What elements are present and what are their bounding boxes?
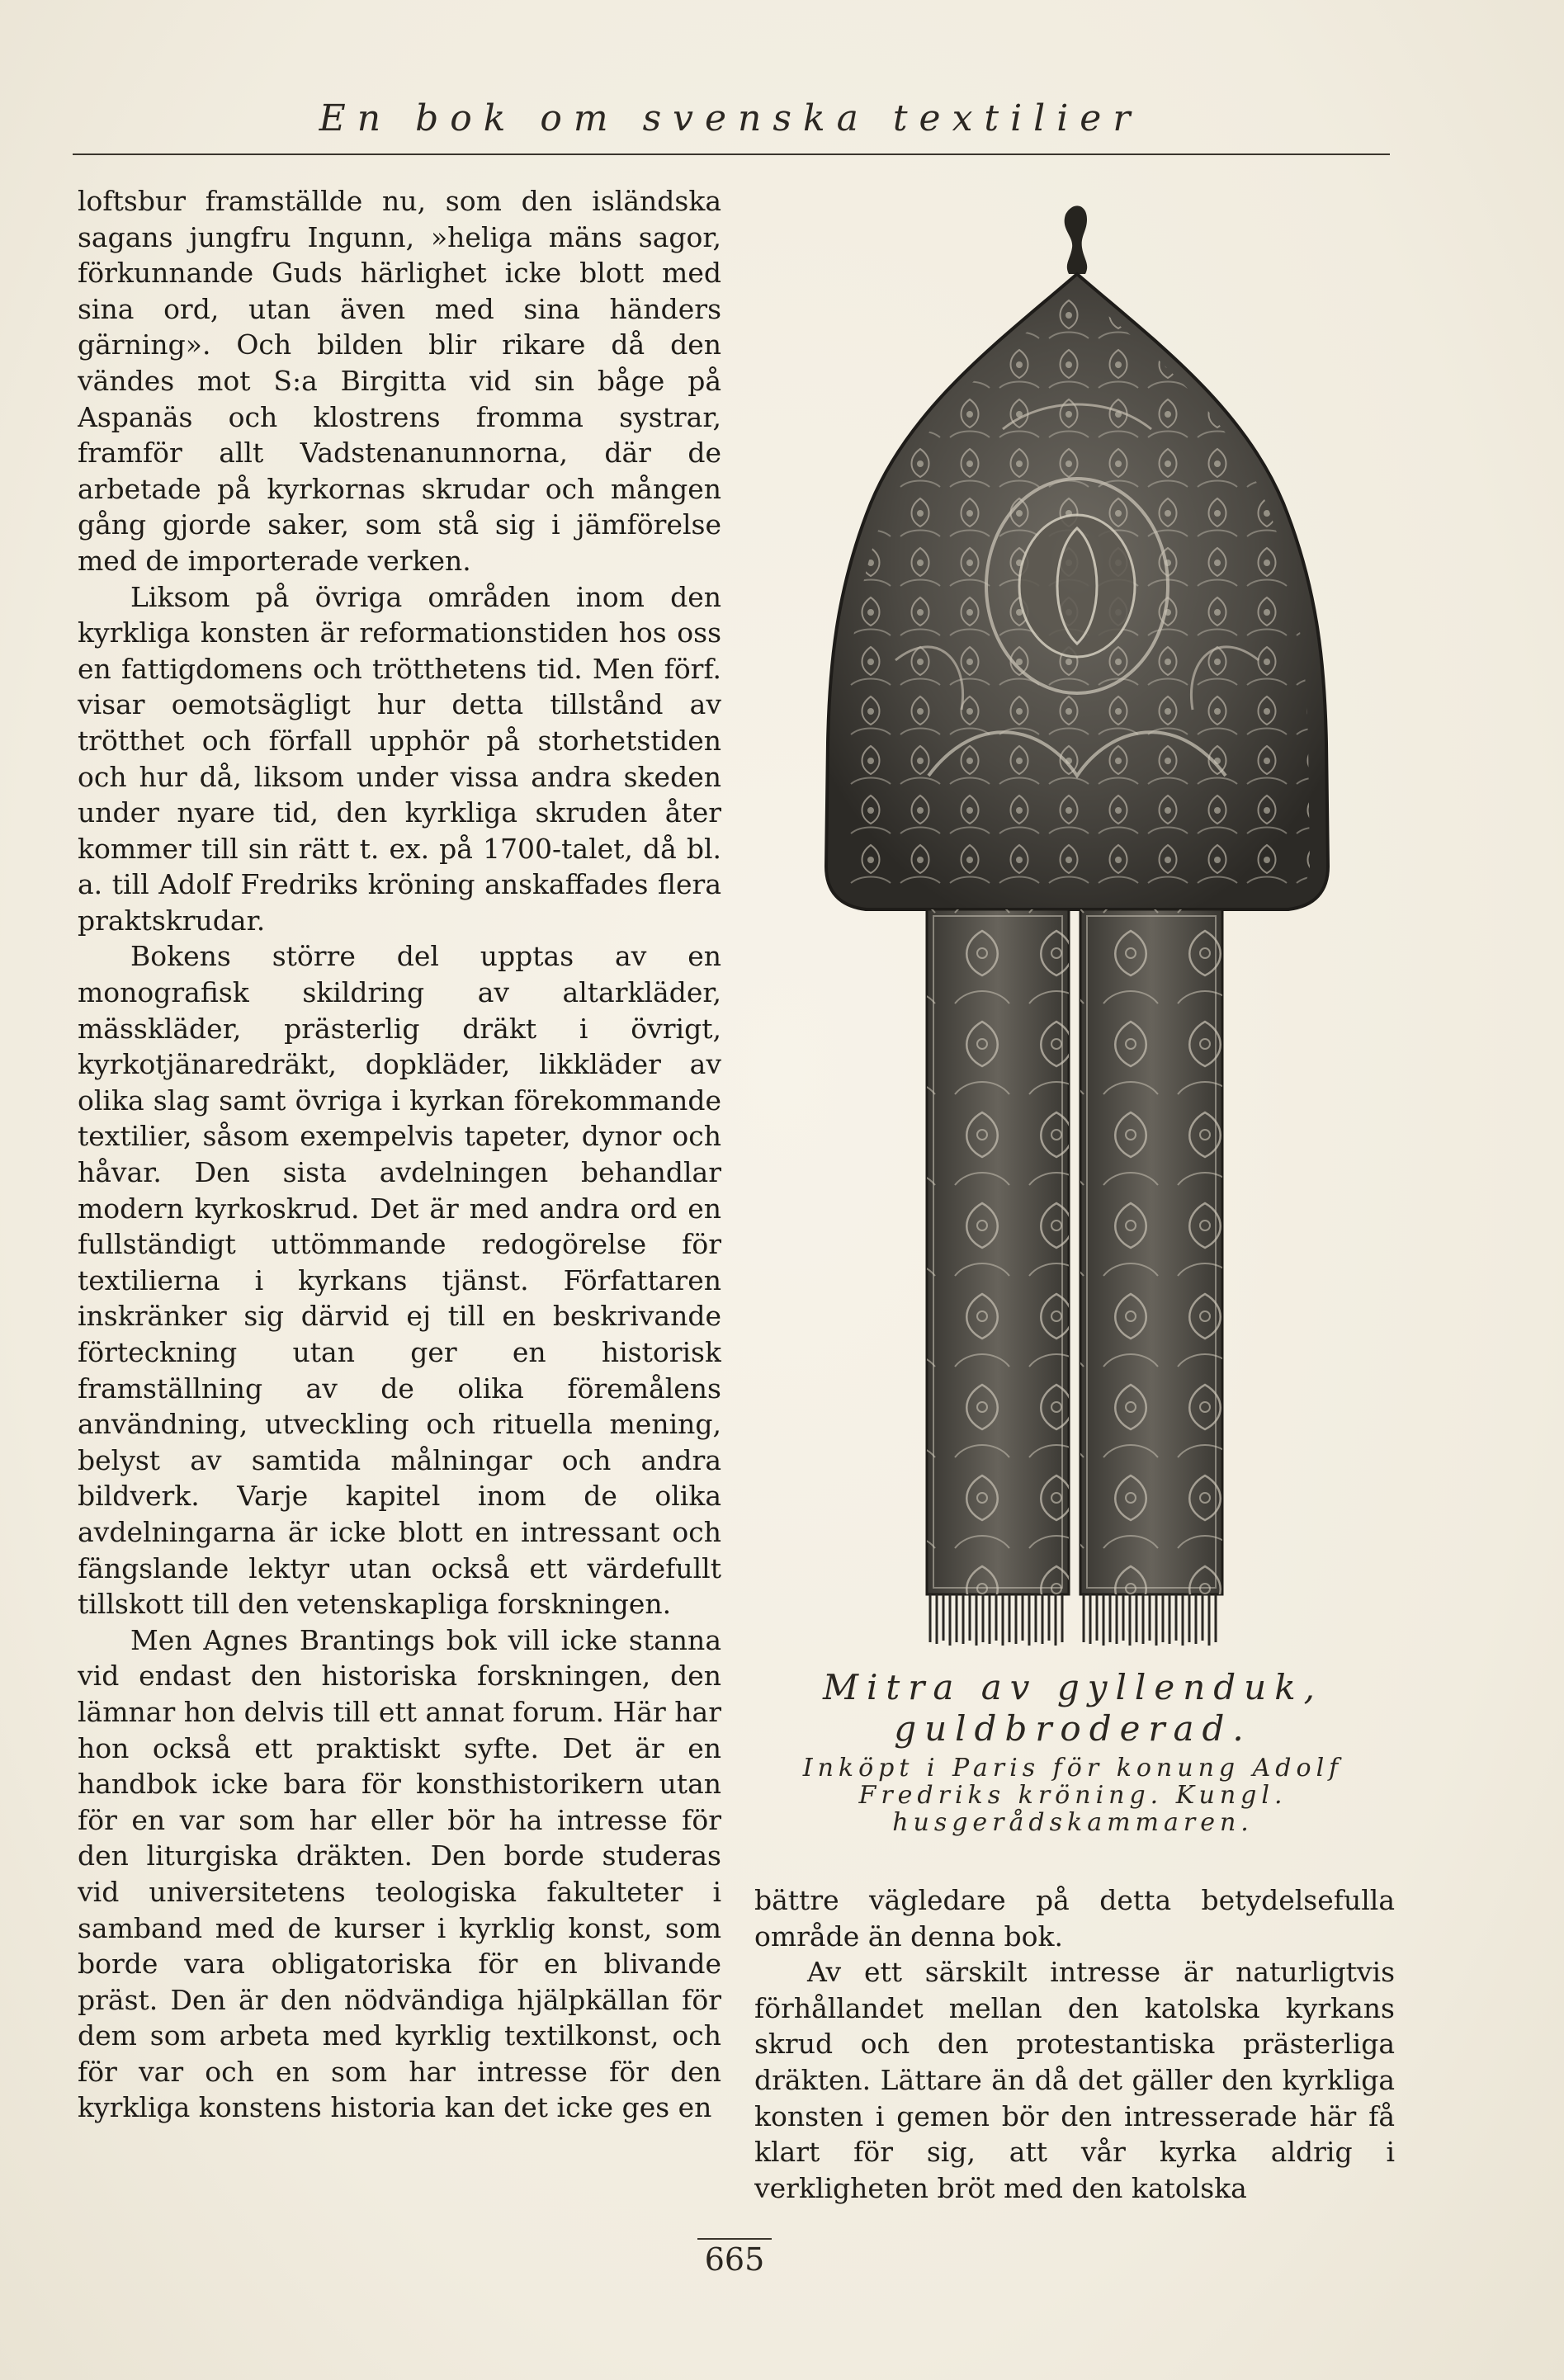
paragraph: bättre vägledare på detta betydelsefulla område än denna bok. xyxy=(754,1884,1395,1953)
mitre-photograph xyxy=(796,198,1358,1650)
left-column xyxy=(78,183,721,2222)
page-number-rule xyxy=(697,2238,772,2240)
fringe xyxy=(930,1594,1216,1646)
right-column xyxy=(754,1882,1395,2212)
running-title: En bok om svenska textilier xyxy=(319,97,1142,139)
caption-title: Mitra av gyllenduk, guldbroderad. xyxy=(822,1667,1324,1749)
paragraph: Men Agnes Brantings bok vill icke stanna vid endast den historiska forskningen, den lämnar hon delvis till ett annat forum. Här har hon också ett praktiskt syfte. Det är en handbok icke bara för konsthistorikern utan för en var som har eller bör ha intresse för den liturgiska dräkten. Den borde studeras vid universitetens teologiska fakulteter i samband med de kurser i kyrklig konst, som borde vara obligatoriska för en blivande präst. Den är den nödvändiga hjälpkällan för dem som arbeta med kyrklig textilkonst, och för var och en som har intresse för den kyrkliga konstens historia kan det icke ges en xyxy=(78,1623,721,2124)
paragraph: Liksom på övriga områden inom den kyrkliga konsten är reformationstiden hos oss en fattigdomens och trötthetens tid. Men förf. visar oemotsägligt hur detta tillstånd av trötthet och förfall upphör på storhetstiden och hur då, liksom under vissa andra skeden under nyare tid, den kyrkliga skruden åter kommer till sin rätt t. ex. på 1700-talet, då bl. a. till Adolf Fredriks kröning anskaffades flera praktskrudar. xyxy=(78,580,721,937)
paragraph: loftsbur framställde nu, som den isländska sagans jungfru Ingunn, »heliga mäns sagor, förkunnande Guds härlighet icke blott med sina ord, utan även med sina händers gärning». Och bilden blir rikare då den vändes mot S:a Birgitta vid sin båge på Aspanäs och klostrens fromma systrar, framför allt Vadstenanunnorna, där de arbetade på kyrkornas skrudar och mången gång gjorde saker, som stå sig i jämförelse med de importerade verken. xyxy=(78,185,721,577)
figure-caption xyxy=(747,1667,1399,1836)
paragraph: Bokens större del upptas av en monografisk skildring av altarkläder, mässkläder, prästerlig dräkt i övrigt, kyrkotjänaredräkt, dopkläder, likkläder av olika slag samt övriga i kyrkan förekommande textilier, såsom exempelvis tapeter, dynor och håvar. Den sista avdelningen behandlar modern kyrkoskrud. Det är med andra ord en fullständigt uttömmande redogörelse för textilierna i kyrkans tjänst. Författaren inskränker sig därvid ej till en beskrivande förteckning utan ger en historisk framställning av de olika föremålens användning, utveckling och rituella mening, belyst av samtida målningar och andra bildverk. Varje kapitel inom de olika avdelningarna är icke blott en intressant och fängslande lektyr utan också ett värdefullt tillskott till den vetenskapliga forskningen. xyxy=(78,940,721,1621)
finial-knob xyxy=(1065,205,1088,274)
caption-source: Inköpt i Paris för konung Adolf Fredriks kröning. Kungl. husgerådskammaren. xyxy=(802,1754,1344,1837)
paragraph: Av ett särskilt intresse är naturligtvis förhållandet mellan den katolska kyrkans skrud och den protestantiska prästerliga dräkten. Lättare än då det gäller den kyrkliga konsten i gemen bör den intresserade här få klart för sig, att vår kyrka aldrig i verkligheten bröt med den katolska xyxy=(754,1956,1395,2204)
page-number: 665 xyxy=(704,2241,765,2278)
header-rule xyxy=(73,153,1390,155)
